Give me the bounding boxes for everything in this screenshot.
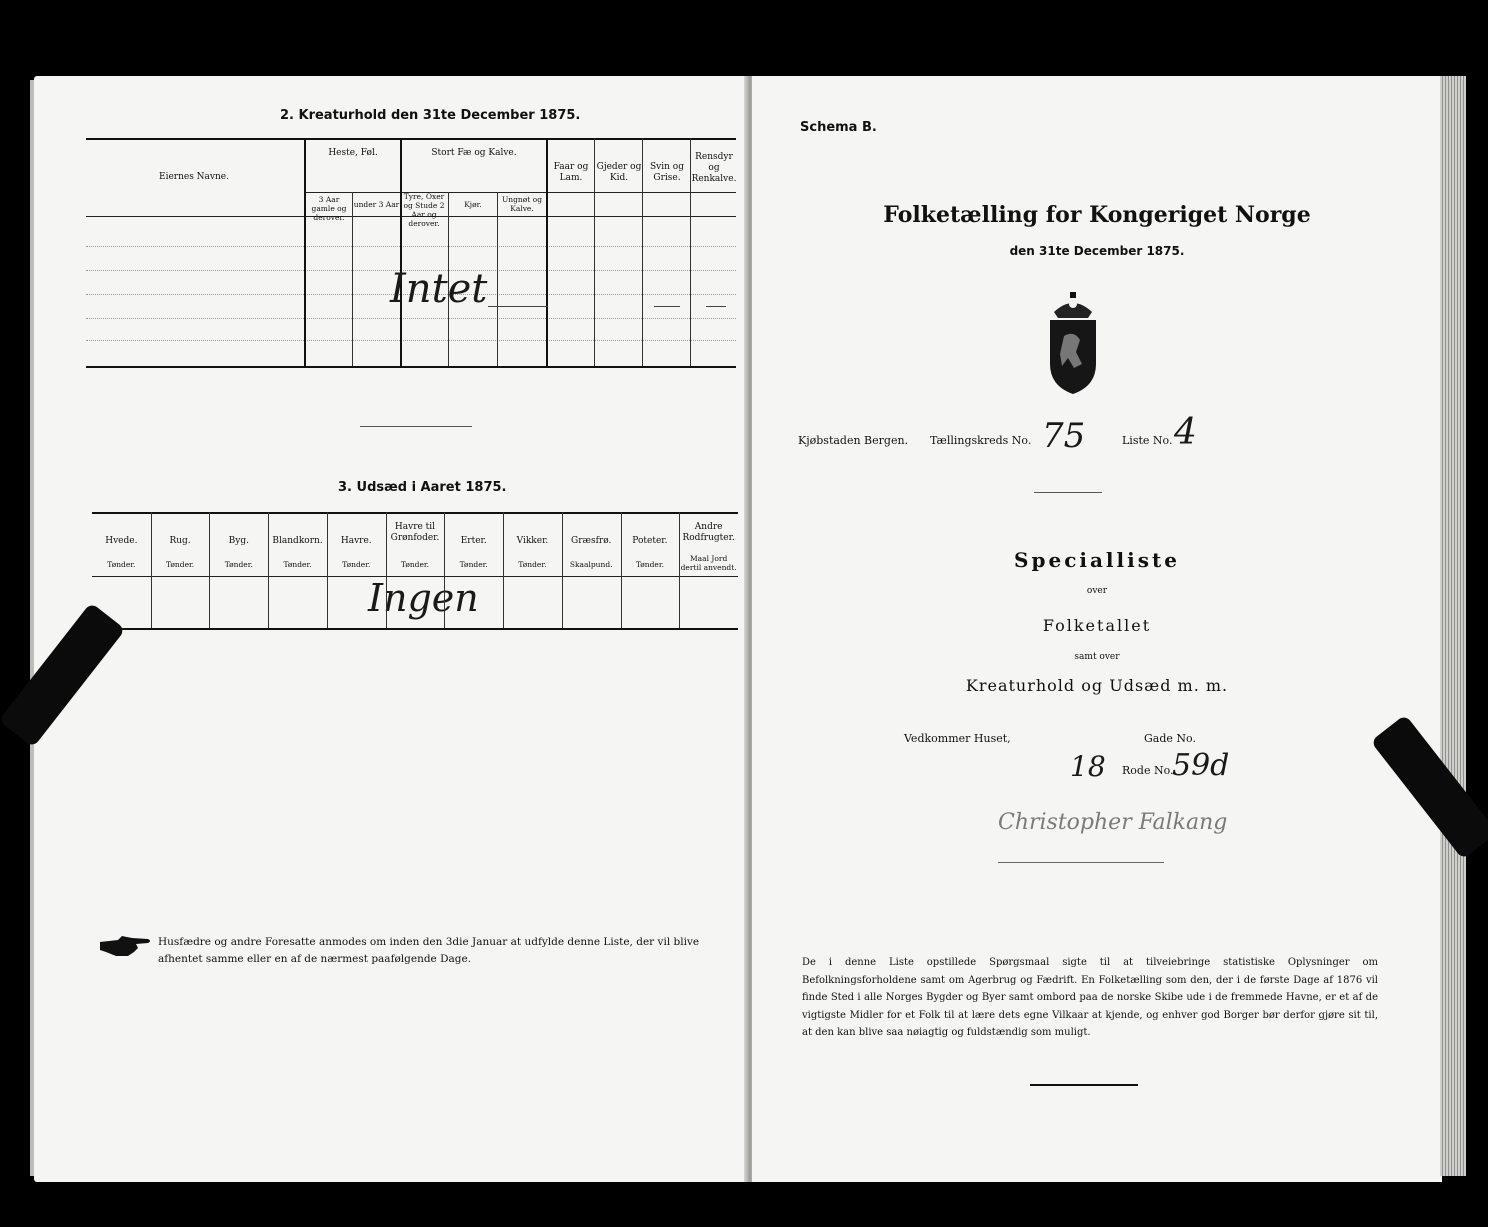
col-heste-header: Heste, Føl.: [328, 148, 378, 158]
col-header-10: Poteter.: [632, 536, 668, 546]
left-page: [34, 76, 748, 1182]
table3-col-divider: [327, 512, 328, 628]
col-unit-3: Tønder.: [224, 560, 253, 569]
handwritten-intet: Intet: [390, 266, 488, 312]
table3-col-divider: [621, 512, 622, 628]
dash-mark: [706, 306, 726, 307]
kreds-value: 75: [1042, 416, 1086, 456]
table3-col-divider: [268, 512, 269, 628]
table2-col-divider: [400, 138, 402, 366]
col-stort-b: Kjør.: [464, 200, 482, 209]
samt-over-label: samt over: [1074, 652, 1120, 662]
liste-value: 4: [1174, 412, 1197, 453]
table3-col-divider: [562, 512, 563, 628]
table2-row-line: [86, 246, 736, 247]
col-header-4: Blandkorn.: [272, 536, 323, 546]
col-unit-10: Tønder.: [635, 560, 664, 569]
col-unit-6: Tønder.: [400, 560, 430, 569]
specialliste-title: Specialliste: [1014, 548, 1180, 572]
signature-line: [998, 862, 1164, 863]
table2-row-line: [86, 318, 736, 319]
col-stort-header: Stort Fæ og Kalve.: [431, 148, 517, 158]
col-rensdyr-header: Rensdyr og Renkalve.: [691, 152, 737, 184]
over-label: over: [1086, 586, 1108, 596]
col-heste-b: under 3 Aar: [353, 200, 400, 209]
col-unit-4: Tønder.: [283, 560, 312, 569]
table3-top-rule: [92, 512, 738, 514]
col-faar-header: Faar og Lam.: [553, 162, 589, 183]
table2-col-divider: [304, 138, 306, 366]
col-header-1: Hvede.: [105, 536, 138, 546]
vedkommer-label: Vedkommer Huset,: [904, 732, 1011, 745]
main-title: Folketælling for Kongeriget Norge: [883, 202, 1311, 228]
footer-text: De i denne Liste opstillede Spørgsmaal sigte til at tilveiebringe statistiske Oplysninger om Befolkningsforholdene samt om Agerbrug og Fædrift. En Folketælling som den, der i de første Dage af 1876 vil finde Sted i alle Norges Bygder og Byer samt ombord paa de norske Skibe ude i de fremmede Havne, er et af de vigtigste Midler for et Folk til at lære dets egne Vilkaar at kjende, og enhver god Borger bør derfor gjøre sit til, at den kan blive saa nøiagtig og fuldstændig som muligt.: [802, 957, 1378, 1038]
col-gjeder-header: Gjeder og Kid.: [596, 162, 642, 183]
book-edge-right: [1440, 76, 1466, 1176]
table3-col-divider: [209, 512, 210, 628]
census-date: den 31te December 1875.: [1009, 244, 1185, 258]
col-header-3: Byg.: [228, 536, 249, 546]
rode-value: 59d: [1172, 748, 1230, 783]
col-unit-2: Tønder.: [166, 560, 195, 569]
col-stort-a: Tyre, Oxer og Stude 2 Aar og derover.: [403, 192, 445, 228]
col-header-5: Havre.: [340, 536, 372, 546]
col-header-11: Andre Rodfrugter.: [682, 522, 735, 543]
col-heste-a: 3 Aar gamle og derover.: [311, 195, 347, 222]
liste-label: Liste No.: [1122, 434, 1173, 447]
gade-label: Gade No.: [1144, 732, 1196, 745]
col-unit-9: Skaalpund.: [569, 560, 613, 569]
col-stort-c: Ungnøt og Kalve.: [501, 195, 542, 213]
col-header-7: Erter.: [460, 536, 487, 546]
table2-top-rule: [86, 138, 736, 140]
kreaturhold-label: Kreaturhold og Udsæd m. m.: [965, 676, 1229, 695]
col-unit-1: Tønder.: [107, 560, 136, 569]
col-unit-5: Tønder.: [342, 560, 371, 569]
table2-col-divider: [352, 192, 353, 366]
notice-text: Husfædre og andre Foresatte anmodes om inden den 3die Januar at udfylde denne Liste, der vil blive afhentet samme eller en af de nærmest paafølgende Dage.: [158, 936, 700, 965]
right-page: [752, 76, 1442, 1182]
divider-short: [1034, 492, 1102, 493]
col-header-6: Havre til Grønfoder.: [390, 522, 440, 543]
table3-col-divider: [151, 512, 152, 628]
dash-mark: [488, 306, 548, 307]
col-header-2: Rug.: [169, 536, 191, 546]
schema-label: Schema B.: [800, 120, 877, 135]
section3-title: 3. Udsæd i Aaret 1875.: [338, 480, 507, 495]
col-header-9: Græsfrø.: [571, 536, 612, 546]
pointing-hand-icon: [98, 934, 152, 960]
rode-label: Rode No.: [1122, 764, 1174, 777]
col-svin-header: Svin og Grise.: [650, 162, 684, 183]
table2-col-divider: [497, 192, 498, 366]
dash-mark: [654, 306, 680, 307]
footer-rule: [1030, 1084, 1138, 1086]
table3-bottom-rule: [92, 628, 738, 630]
table2-col-divider: [642, 138, 643, 366]
table2-col-divider: [594, 138, 595, 366]
table3-col-divider: [503, 512, 504, 628]
section2-title: 2. Kreaturhold den 31te December 1875.: [280, 108, 581, 123]
owner-signature: Christopher Falkang: [998, 810, 1228, 835]
handwritten-ingen: Ingen: [368, 576, 479, 620]
table3-col-divider: [444, 512, 445, 628]
kjobstad-label: Kjøbstaden Bergen.: [798, 434, 909, 447]
rode-prefix: 18: [1070, 750, 1106, 783]
folketallet-label: Folketallet: [1042, 616, 1152, 635]
col-unit-8: Tønder.: [518, 560, 547, 569]
col-unit-7: Tønder.: [459, 560, 488, 569]
col-header-8: Vikker.: [516, 536, 549, 546]
table2-row-line: [86, 340, 736, 341]
kreds-label: Tællingskreds No.: [930, 434, 1032, 447]
coat-of-arms-icon: [1044, 292, 1102, 396]
table2-bottom-rule: [86, 366, 736, 368]
table2-subheader-rule: [304, 192, 736, 193]
section-separator: [360, 426, 472, 427]
col-owner-header: Eiernes Navne.: [159, 172, 229, 182]
col-unit-11: Maal Jord dertil anvendt.: [680, 554, 737, 572]
